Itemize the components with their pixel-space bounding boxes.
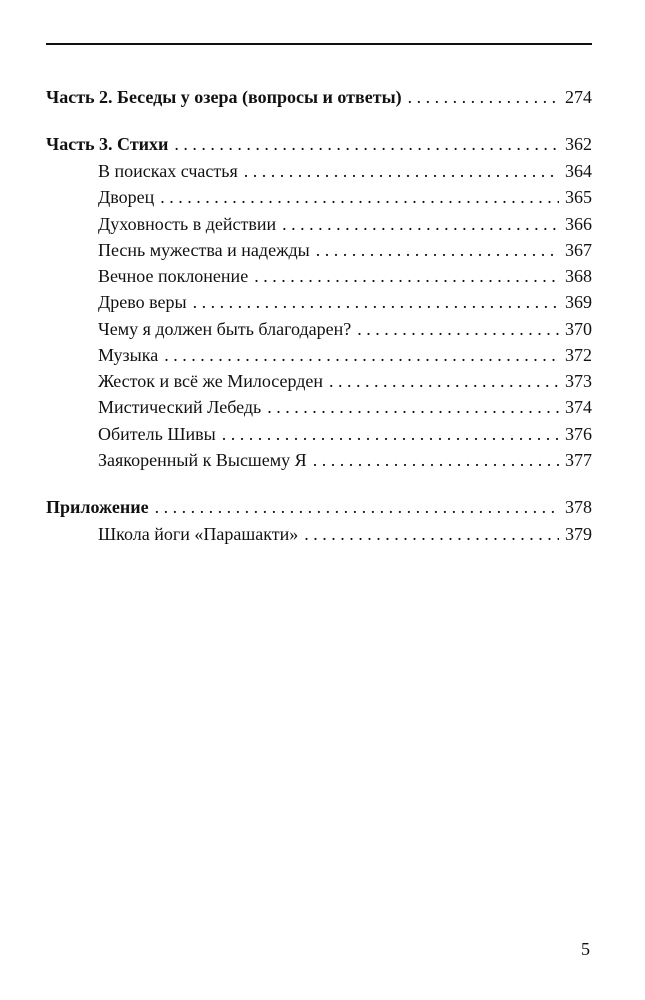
top-rule [46,43,592,45]
dot-leader [304,521,559,547]
toc-entry-title: Духовность в действии [98,214,277,234]
dot-leader [160,184,559,210]
dot-leader [313,447,559,473]
toc-entry-page: 364 [565,161,592,181]
toc-entry-page: 374 [565,397,592,417]
toc-entry-title: Вечное поклонение [98,266,249,286]
page-number: 5 [581,939,590,959]
toc-entry-part-3[interactable] [46,131,592,157]
toc-entry-title: Жесток и всё же Милосерден [98,371,324,391]
toc-entry-page: 368 [565,266,592,286]
toc-entry-appendix-item[interactable] [98,521,592,547]
toc-entry-poem[interactable] [98,289,592,315]
toc-entry-title: Древо веры [98,292,187,312]
toc-entry-title: Часть 2. Беседы у озера (вопросы и ответы) [46,87,402,107]
toc-entry-title: Дворец [98,187,155,207]
toc-entry-title: Обитель Шивы [98,424,216,444]
toc-entry-page: 362 [565,134,592,154]
toc-entry-title: Чему я должен быть благодарен? [98,319,352,339]
toc-entry-title: Школа йоги «Парашакти» [98,524,299,544]
toc-entry-title: Музыка [98,345,159,365]
toc-entry-page: 369 [565,292,592,312]
dot-leader [316,237,559,263]
toc-entry-poem[interactable] [98,368,592,394]
toc-entry-page: 377 [565,450,592,470]
toc-entry-poem[interactable] [98,184,592,210]
dot-leader [267,394,559,420]
dot-leader [357,316,559,342]
toc-entry-page: 365 [565,187,592,207]
toc-entry-poem[interactable] [98,237,592,263]
toc-entry-title: Песнь мужества и надежды [98,240,310,260]
toc-entry-page: 367 [565,240,592,260]
toc-entry-poem[interactable] [98,211,592,237]
dot-leader [254,263,559,289]
toc-entry-page: 373 [565,371,592,391]
toc-entry-poem[interactable] [98,447,592,473]
toc-entry-poem[interactable] [98,263,592,289]
dot-leader [155,494,559,520]
toc-entry-page: 378 [565,497,592,517]
toc-entry-page: 274 [565,87,592,107]
dot-leader [282,211,559,237]
toc-entry-poem[interactable] [98,394,592,420]
toc-entry-poem[interactable] [98,342,592,368]
dot-leader [174,131,559,157]
toc-entry-poem[interactable] [98,158,592,184]
dot-leader [193,289,559,315]
dot-leader [164,342,559,368]
toc-entry-title: Часть 3. Стихи [46,134,169,154]
dot-leader [222,421,559,447]
toc-entry-title: Приложение [46,497,149,517]
toc-entry-page: 366 [565,214,592,234]
toc-entry-appendix[interactable] [46,494,592,520]
dot-leader [408,84,559,110]
toc-entry-title: Заякоренный к Высшему Я [98,450,307,470]
toc-entry-title: В поисках счастья [98,161,238,181]
toc-entry-page: 376 [565,424,592,444]
toc-entry-poem[interactable] [98,316,592,342]
toc-entry-poem[interactable] [98,421,592,447]
dot-leader [329,368,559,394]
dot-leader [244,158,559,184]
toc-entry-page: 372 [565,345,592,365]
toc-entry-title: Мистический Лебедь [98,397,262,417]
toc-entry-page: 370 [565,319,592,339]
toc-entry-page: 379 [565,524,592,544]
toc-entry-part-2[interactable] [46,84,592,110]
